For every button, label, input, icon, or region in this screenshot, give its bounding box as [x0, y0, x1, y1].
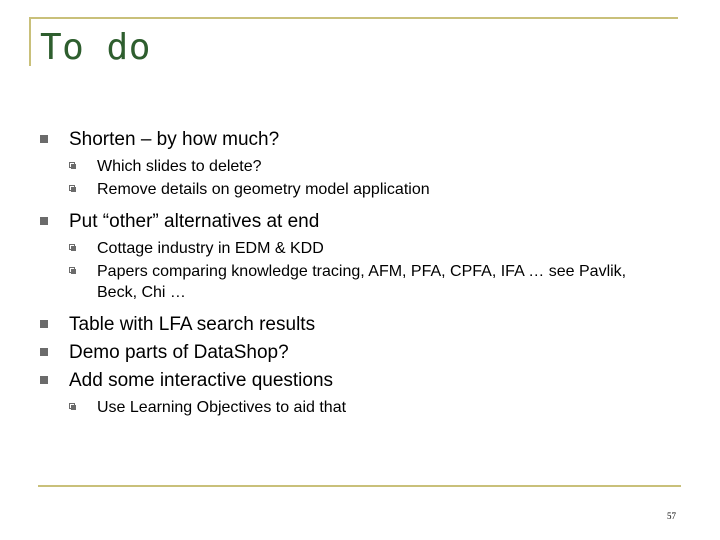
spacer [40, 202, 670, 210]
slide-title: To do [40, 27, 151, 68]
sub-bullet-item [40, 156, 670, 177]
bullet-text: Put “other” alternatives at end [69, 211, 320, 232]
title-frame-left-rule [29, 17, 31, 66]
bullet-item [40, 369, 670, 393]
sub-bullet-text: Which slides to delete? [97, 158, 262, 175]
spacer [40, 305, 670, 313]
bullet-item [40, 313, 670, 337]
bullet-text: Shorten – by how much? [69, 129, 280, 150]
checkbox-bullet-icon [69, 162, 75, 168]
square-bullet-icon [40, 320, 48, 328]
checkbox-bullet-icon [69, 403, 75, 409]
sub-bullet-item [40, 238, 670, 259]
square-bullet-icon [40, 376, 48, 384]
page-number: 57 [667, 511, 676, 521]
bullet-text: Add some interactive questions [69, 370, 334, 391]
title-frame-top-rule [29, 17, 678, 19]
bullet-text: Table with LFA search results [69, 314, 316, 335]
square-bullet-icon [40, 217, 48, 225]
bullet-item [40, 210, 670, 234]
sub-bullet-item [40, 397, 670, 418]
checkbox-bullet-icon [69, 267, 75, 273]
slide-body [40, 128, 670, 420]
sub-bullet-text: Papers comparing knowledge tracing, AFM, PFA, CPFA, IFA … see Pavlik, Beck, Chi … [97, 263, 627, 301]
sub-bullet-text: Cottage industry in EDM & KDD [97, 240, 324, 257]
sub-bullet-item [40, 261, 670, 303]
sub-bullet-text: Remove details on geometry model application [97, 181, 430, 198]
bullet-item [40, 128, 670, 152]
sub-bullet-text: Use Learning Objectives to aid that [97, 399, 347, 416]
footer-rule [38, 485, 681, 487]
bullet-text: Demo parts of DataShop? [69, 342, 289, 363]
checkbox-bullet-icon [69, 185, 75, 191]
bullet-item [40, 341, 670, 365]
square-bullet-icon [40, 348, 48, 356]
sub-bullet-item [40, 179, 670, 200]
checkbox-bullet-icon [69, 244, 75, 250]
square-bullet-icon [40, 135, 48, 143]
